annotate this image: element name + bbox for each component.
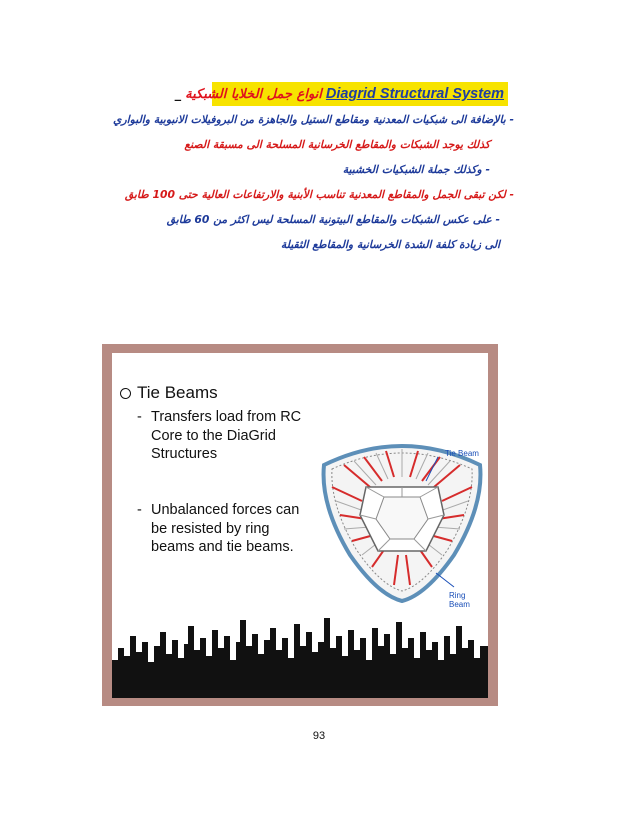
bullet-line: كذلك يوجد الشبكات والمقاطع الخرسانية المسلحة الى مسبقة الصنع [184,138,490,151]
title-arabic: انواع جمل الخلايا الشبكية [185,86,322,102]
slide-heading [120,383,218,403]
tie-beam-label: Tie Beam [445,449,479,458]
circle-bullet-icon [120,388,131,399]
bullet-line: - وكذلك جملة الشبكيات الخشبية [342,163,490,176]
page-number: 93 [312,730,326,742]
ring-beam-leader [436,573,454,587]
slide-heading-text: Tie Beams [137,383,218,402]
bullet-line: - لكن تبقى الجمل والمقاطع المعدنية تناسب الأبنية والارتفاعات العالية حتى 100 طابق [124,188,514,201]
title-dash: _ [174,86,182,102]
slide-bullet-text: Unbalanced forces can be resisted by ring beams and tie beams. [151,502,300,555]
slide-bullet-text: Transfers load from RC Core to the DiaGrid Structures [151,409,302,462]
section-title-banner [174,82,508,106]
arabic-bullet-list [113,113,514,264]
bullet-line: - على عكس الشبكات والمقاطع البيتونية المسلحة ليس اكثر من 60 طابق [166,213,500,226]
slide-content [112,353,488,698]
slide-bullet-2 [137,501,299,557]
bullet-line: الى زيادة كلفة الشدة الخرسانية والمقاطع الثقيلة [280,238,500,251]
ring-beam-label: Ring Beam [449,591,470,609]
dash-marker: - [137,502,142,518]
bullet-line: - بالإضافة الى شبكيات المعدنية ومقاطع الستيل والجاهزة من البروفيلات الانبوبية والبواري [113,113,514,126]
dash-marker: - [137,409,142,425]
title-english: Diagrid Structural System [325,86,504,102]
tie-beams-slide [102,344,498,706]
slide-bullet-1 [137,408,301,464]
diagrid-plan-diagram [314,435,488,605]
city-skyline-silhouette [112,602,488,698]
